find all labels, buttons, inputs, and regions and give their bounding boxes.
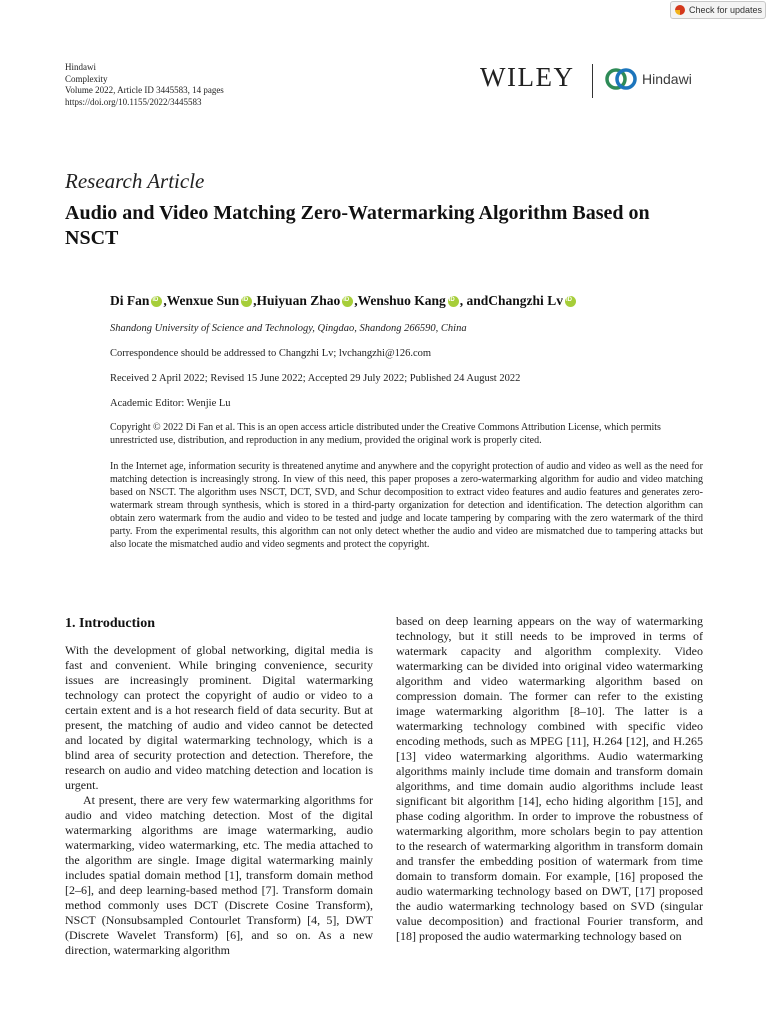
author-name[interactable]: Wenxue Sun — [166, 293, 240, 308]
paragraph: With the development of global networking, digital media is fast and convenient. While bringing convenience, security issues are increasingly prominent. Digital watermarking technology can protect the copyright of audio or video to a certain extent and is a hot research field of data security. But at present, the matching of audio and video cannot be detected and located by digital watermarking technology, which is a blind area of security protection and detection. Therefore, the research on audio and video matching detection and location is urgent. — [65, 643, 373, 792]
hindawi-logo-text: Hindawi — [642, 71, 692, 87]
abstract: In the Internet age, information security is threatened anytime and anywhere and the copyright protection of audio and video as well as the need for matching detection is increasingly strong. In view of this need, this paper proposes a zero-watermarking algorithm for audio and video matching based on NSCT. The algorithm uses NSCT, DCT, SVD, and Schur decomposition to extract video features and audio features and generates zero-watermark stream through synthesis, which is stored in a third-party organization for detection and identification. The detection algorithm can obtain zero watermark from the audio and video to be tested and judge and locate tampering by comparing with the zero watermark of the third party. From the experimental results, this algorithm can not only detect whether the audio and video are mismatched due to tampering attacks but also locate the mismatched audio and video segments and protect the copyright. — [110, 461, 703, 550]
author-separator: , and — [459, 293, 489, 308]
author-name[interactable]: Di Fan — [110, 293, 150, 308]
section-heading-introduction: 1. Introduction — [65, 616, 155, 631]
affiliation: Shandong University of Science and Technology, Qingdao, Shandong 266590, China — [110, 323, 467, 334]
hindawi-logo — [604, 67, 692, 91]
academic-editor: Academic Editor: Wenjie Lu — [110, 398, 231, 409]
right-column — [396, 614, 703, 944]
check-for-updates-label: Check for updates — [689, 5, 763, 15]
publication-dates: Received 2 April 2022; Revised 15 June 2022; Accepted 29 July 2022; Published 24 August 2022 — [110, 373, 521, 384]
author-separator: , — [253, 293, 257, 308]
author-name[interactable]: Changzhi Lv — [488, 293, 563, 308]
author-separator: , — [163, 293, 167, 308]
author-name[interactable]: Wenshuo Kang — [357, 293, 446, 308]
check-updates-icon — [675, 5, 685, 15]
doi-link[interactable]: https://doi.org/10.1155/2022/3445583 — [65, 96, 202, 107]
wiley-logo: WILEY — [480, 62, 575, 92]
orcid-icon[interactable] — [448, 296, 459, 307]
author-list — [110, 293, 577, 309]
orcid-icon[interactable] — [151, 296, 162, 307]
paragraph: At present, there are very few watermarking algorithms for audio and video matching detection. Most of the digital watermarking algorithms are image watermarking, audio watermarking, video watermarking, etc. The media attached to the algorithm are single. Image digital watermarking mainly includes spatial domain method [1], transform domain method [2–6], and deep learning-based method [7]. Transform domain method commonly uses DCT (Discrete Cosine Transform), NSCT (Nonsubsampled Contourlet Transform) [4, 5], DWT (Discrete Wavelet Transform) [6], and so on. As a new direction, watermarking algorithm — [65, 793, 373, 957]
author-name[interactable]: Huiyuan Zhao — [256, 293, 341, 308]
hindawi-rings-icon — [604, 67, 638, 91]
orcid-icon[interactable] — [342, 296, 353, 307]
article-title: Audio and Video Matching Zero-Watermarking Algorithm Based on NSCT — [65, 202, 650, 249]
article-type: Research Article — [65, 169, 205, 193]
copyright-notice: Copyright © 2022 Di Fan et al. This is an open access article distributed under the Creative Commons Attribution License, which permits unrestricted use, distribution, and reproduction in any medium, provided the original work is properly cited. — [110, 422, 661, 446]
journal-name: Complexity — [65, 73, 108, 84]
publisher-name: Hindawi — [65, 62, 96, 72]
logo-divider — [592, 64, 593, 98]
orcid-icon[interactable] — [565, 296, 576, 307]
check-for-updates-button[interactable] — [670, 1, 766, 19]
journal-meta — [65, 62, 224, 108]
correspondence: Correspondence should be addressed to Changzhi Lv; lvchangzhi@126.com — [110, 348, 432, 359]
left-column — [65, 643, 373, 958]
author-separator: , — [354, 293, 358, 308]
orcid-icon[interactable] — [241, 296, 252, 307]
volume-line: Volume 2022, Article ID 3445583, 14 pages — [65, 85, 224, 95]
paragraph: based on deep learning appears on the way of watermarking technology, but it still needs to be improved in terms of watermark capacity and algorithm complexity. Video watermarking can be divided into original video watermarking algorithm and video watermarking algorithm based on compression domain. The former can refer to the existing image watermarking algorithm [8–10]. The latter is a watermarking technology combined with specific video encoding methods, such as MPEG [11], H.264 [12], and H.265 [13] video watermarking algorithms. Audio watermarking algorithms mainly include time domain and transform domain algorithms, and time domain audio algorithms include least significant bit algorithm [14], echo hiding algorithm [15], and phase coding algorithm. In order to improve the robustness of watermarking algorithm, more scholars begin to pay attention to the research of watermarking algorithm in transform domain and transfer the embedding position of watermark from time domain to transform domain. For example, [16] proposed the audio watermarking technology based on DWT, [17] proposed the audio watermarking technology based on SVD (singular value decomposition) and fractional Fourier transform, and [18] proposed the audio watermarking technology based on — [396, 614, 703, 943]
